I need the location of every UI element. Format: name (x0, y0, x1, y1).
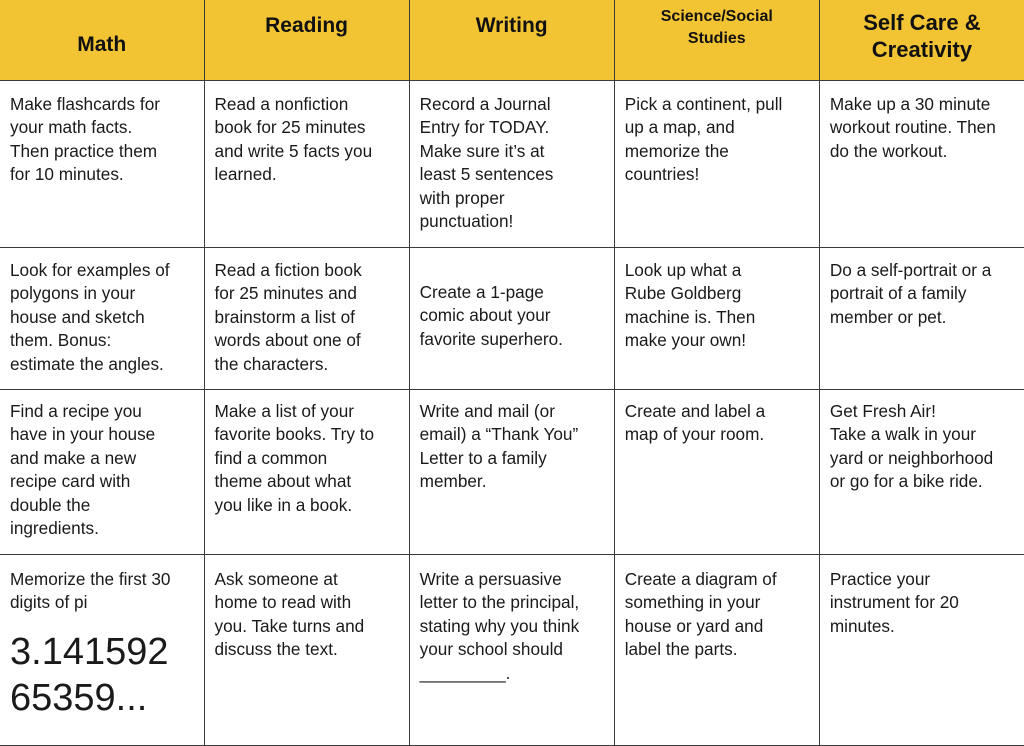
header-writing-label: Writing (475, 14, 548, 37)
activity-text: Write a persuasive letter to the principal, stating why you think your school should _________. (419, 569, 580, 683)
cell-reading-1 (204, 81, 409, 248)
header-reading-label: Reading (265, 14, 348, 37)
table-row (0, 248, 1024, 390)
activity-text: Read a nonfiction book for 25 minutes and write 5 facts you learned. (214, 94, 373, 185)
cell-science-1 (614, 81, 819, 248)
table-row (0, 555, 1024, 746)
cell-writing-2 (409, 248, 614, 390)
header-math (0, 0, 204, 81)
header-reading (204, 0, 409, 81)
cell-self-care-4 (819, 555, 1024, 746)
cell-self-care-1 (819, 81, 1024, 248)
header-self-care-label: Self Care & Creativity (863, 9, 981, 62)
activity-text: Create a 1-page comic about your favorite superhero. (419, 282, 563, 349)
activity-text: Make a list of your favorite books. Try to find a common theme about what you like in a book. (214, 401, 375, 515)
activity-text: Get Fresh Air! Take a walk in your yard or neighborhood or go for a bike ride. (829, 401, 994, 492)
activity-text: Find a recipe you have in your house and make a new recipe card with double the ingredients. (10, 401, 156, 539)
activity-text: Memorize the first 30 digits of pi (10, 569, 171, 613)
header-math-label: Math (77, 32, 127, 56)
activity-text: Record a Journal Entry for TODAY. Make sure it’s at least 5 sentences with proper punctuation! (419, 94, 554, 232)
table-row (0, 81, 1024, 248)
table-row (0, 390, 1024, 555)
cell-science-3 (614, 390, 819, 555)
activity-text: Make flashcards for your math facts. Then practice them for 10 minutes. (10, 94, 160, 185)
cell-reading-2 (204, 248, 409, 390)
activity-text: Practice your instrument for 20 minutes. (829, 569, 959, 636)
activity-text: Create a diagram of something in your house or yard and label the parts. (624, 569, 777, 660)
activity-text: Do a self-portrait or a portrait of a family member or pet. (829, 260, 992, 327)
cell-self-care-2 (819, 248, 1024, 390)
activity-text: Look for examples of polygons in your house and sketch them. Bonus: estimate the angles. (10, 260, 170, 374)
cell-math-2 (0, 248, 204, 390)
cell-math-4 (0, 555, 204, 746)
header-writing (409, 0, 614, 81)
activity-text: Ask someone at home to read with you. Take turns and discuss the text. (214, 569, 365, 660)
activity-text: Look up what a Rube Goldberg machine is. Then make your own! (624, 260, 756, 351)
activity-text: Read a fiction book for 25 minutes and brainstorm a list of words about one of the characters. (214, 260, 362, 374)
header-self-care (819, 0, 1024, 81)
header-row (0, 0, 1024, 81)
cell-writing-4 (409, 555, 614, 746)
cell-reading-3 (204, 390, 409, 555)
cell-science-2 (614, 248, 819, 390)
pi-digits: 3.141592 65359... (10, 630, 169, 719)
cell-math-1 (0, 81, 204, 248)
cell-writing-1 (409, 81, 614, 248)
activity-text: Create and label a map of your room. (624, 401, 766, 445)
header-science-label: Science/Social Studies (660, 7, 773, 47)
activity-text: Pick a continent, pull up a map, and memorize the countries! (624, 94, 783, 185)
cell-science-4 (614, 555, 819, 746)
activity-text: Write and mail (or email) a “Thank You” Letter to a family member. (419, 401, 579, 492)
activity-text: Make up a 30 minute workout routine. Then do the workout. (829, 94, 996, 161)
cell-reading-4 (204, 555, 409, 746)
header-science (614, 0, 819, 81)
cell-math-3 (0, 390, 204, 555)
cell-writing-3 (409, 390, 614, 555)
cell-self-care-3 (819, 390, 1024, 555)
